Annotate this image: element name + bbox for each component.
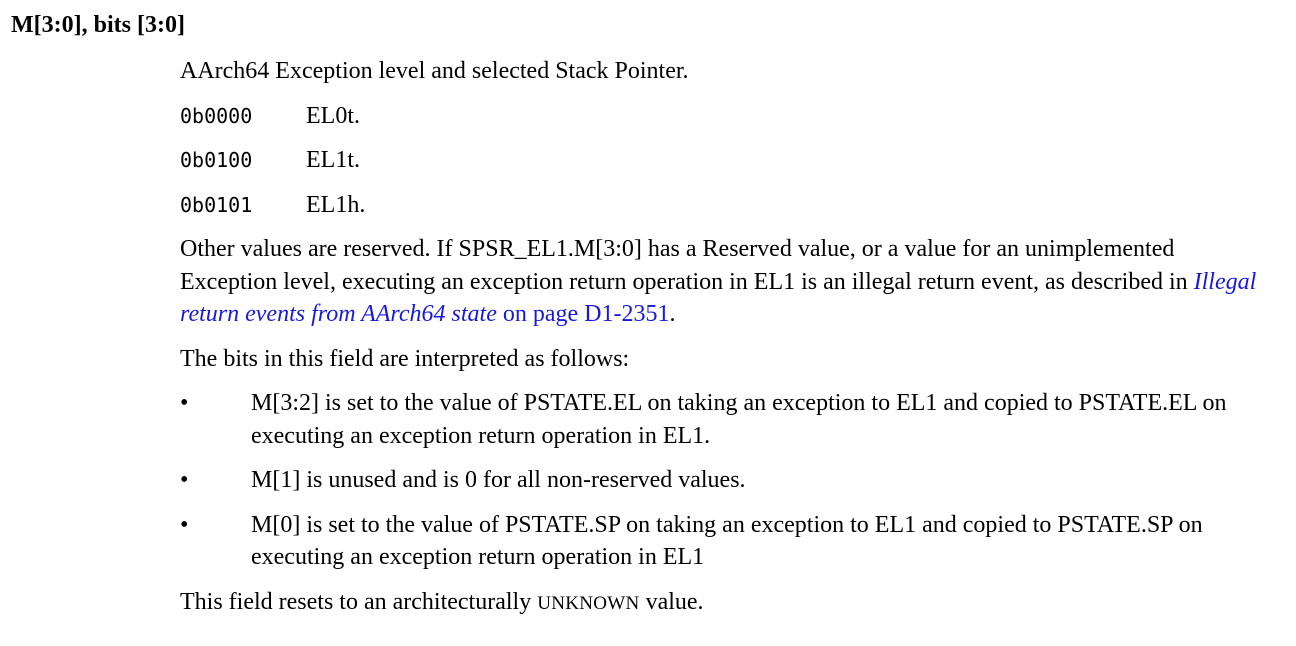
encoding-value: 0b0000 [180, 103, 253, 128]
link-title: Illegal return events from AArch64 state [180, 268, 1257, 327]
reset-paragraph [180, 586, 1260, 621]
encoding-row [180, 100, 1260, 133]
bullet-icon: • [180, 511, 189, 538]
reserved-paragraph [180, 233, 1260, 331]
encoding-value: 0b0100 [180, 148, 253, 172]
list-item [180, 464, 1260, 497]
encoding-meaning: EL0t. [306, 102, 360, 129]
bullet-icon: • [180, 390, 189, 416]
list-item-text: M[1] is unused and is 0 for all non-reserved values. [251, 467, 746, 493]
list-item-text: M[0] is set to the value of PSTATE.SP on taking an exception to EL1 and copied to PSTATE.SP on executing an exception return operation in EL1 [251, 511, 1203, 570]
list-item-text: M[3:2] is set to the value of PSTATE.EL on taking an exception to EL1 and copied to PSTATE.EL on executing an exception return operation in EL1. [251, 390, 1227, 449]
encoding-row [180, 189, 1260, 222]
reserved-text: Other values are reserved. If SPSR_EL1.M[3:0] has a Reserved value, or a value for an unimplemented Exception level, executing an exception return operation in EL1 is an illegal return event, as described in [180, 236, 1194, 295]
intro-paragraph: AArch64 Exception level and selected Stack Pointer. [180, 58, 689, 84]
encoding-meaning: EL1h. [306, 191, 366, 218]
encoding-value: 0b0101 [180, 192, 253, 217]
field-description [180, 55, 1260, 632]
interpretation-intro: The bits in this field are interpreted as follows: [180, 345, 630, 372]
bullet-icon: • [180, 467, 189, 493]
unknown-keyword: UNKNOWN [537, 592, 640, 614]
reset-text: This field resets to an architecturally [180, 588, 538, 615]
list-item [180, 387, 1260, 452]
list-item [180, 509, 1260, 574]
encoding-meaning: EL1t. [306, 147, 360, 173]
field-heading: M[3:0], bits [3:0] [11, 12, 185, 38]
link-page-ref: on page D1-2351 [496, 301, 670, 327]
reserved-text-end: . [669, 301, 676, 327]
encoding-row [180, 144, 1260, 177]
reset-text-end: value. [639, 588, 704, 615]
